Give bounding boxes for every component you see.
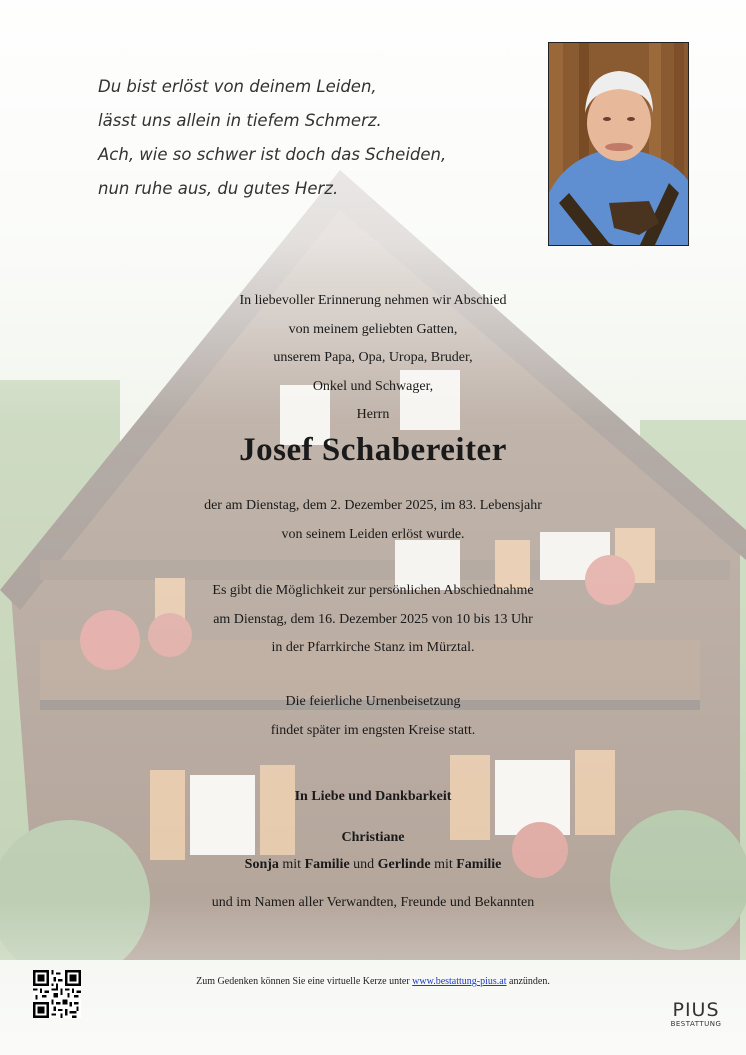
poem-line: nun ruhe aus, du gutes Herz.	[98, 179, 339, 198]
death-line: von seinem Leiden erlöst wurde.	[281, 526, 465, 542]
mourners-relatives: und im Namen aller Verwandten, Freunde und Bekannten	[211, 895, 535, 910]
pius-logo	[666, 1000, 726, 1029]
logo-name: PIUS	[672, 999, 720, 1021]
farewell-line: Es gibt die Möglichkeit zur persönlichen Abschiednahme	[212, 583, 534, 598]
urn-line: Die feierliche Urnenbeisetzung	[285, 694, 461, 709]
intro-line: Herrn	[356, 407, 390, 423]
mourner-families	[0, 857, 746, 873]
poem	[98, 70, 446, 206]
urn-burial-info	[0, 688, 746, 745]
intro-line: In liebevoller Erinnerung nehmen wir Abschied	[239, 293, 507, 308]
family-word: Familie	[456, 857, 502, 872]
footer-text: Zum Gedenken können Sie eine virtuelle Kerze unter	[196, 976, 410, 987]
family-connector: mit	[282, 857, 302, 872]
logo-subtitle: BESTATTUNG	[670, 1020, 722, 1028]
urn-line: findet später im engsten Kreise statt.	[270, 722, 476, 738]
poem-line: Ach, wie so schwer ist doch das Scheiden,	[98, 145, 447, 164]
mourner-spouse: Christiane	[341, 830, 405, 845]
family-connector: mit	[434, 857, 453, 872]
poem-line: lässt uns allein in tiefem Schmerz.	[98, 111, 382, 130]
mourners-heading: In Liebe und Dankbarkeit	[294, 789, 452, 804]
intro-line: Onkel und Schwager,	[312, 378, 434, 394]
farewell-line: am Dienstag, dem 16. Dezember 2025 von 10 bis 13 Uhr	[213, 611, 533, 627]
portrait-image	[549, 43, 689, 246]
intro-text	[0, 287, 746, 430]
death-line: der am Dienstag, dem 2. Dezember 2025, im 83. Lebensjahr	[204, 498, 542, 513]
deceased-name: Josef Schabereiter	[239, 432, 507, 468]
poem-line: Du bist erlöst von deinem Leiden,	[98, 77, 377, 96]
portrait-photo	[548, 42, 689, 246]
family-connector: und	[353, 857, 375, 872]
family-word: Familie	[304, 857, 350, 872]
intro-line: von meinem geliebten Gatten,	[288, 321, 458, 337]
mourner-name: Gerlinde	[377, 857, 431, 872]
website-link[interactable]: www.bestattung-pius.at	[412, 976, 507, 987]
mourner-name: Sonja	[244, 857, 279, 872]
death-info	[0, 492, 746, 549]
farewell-info	[0, 577, 746, 663]
intro-line: unserem Papa, Opa, Uropa, Bruder,	[273, 350, 473, 366]
footer-note	[0, 976, 746, 987]
farewell-line: in der Pfarrkirche Stanz im Mürztal.	[271, 640, 475, 656]
footer-text-end: anzünden.	[509, 976, 550, 987]
